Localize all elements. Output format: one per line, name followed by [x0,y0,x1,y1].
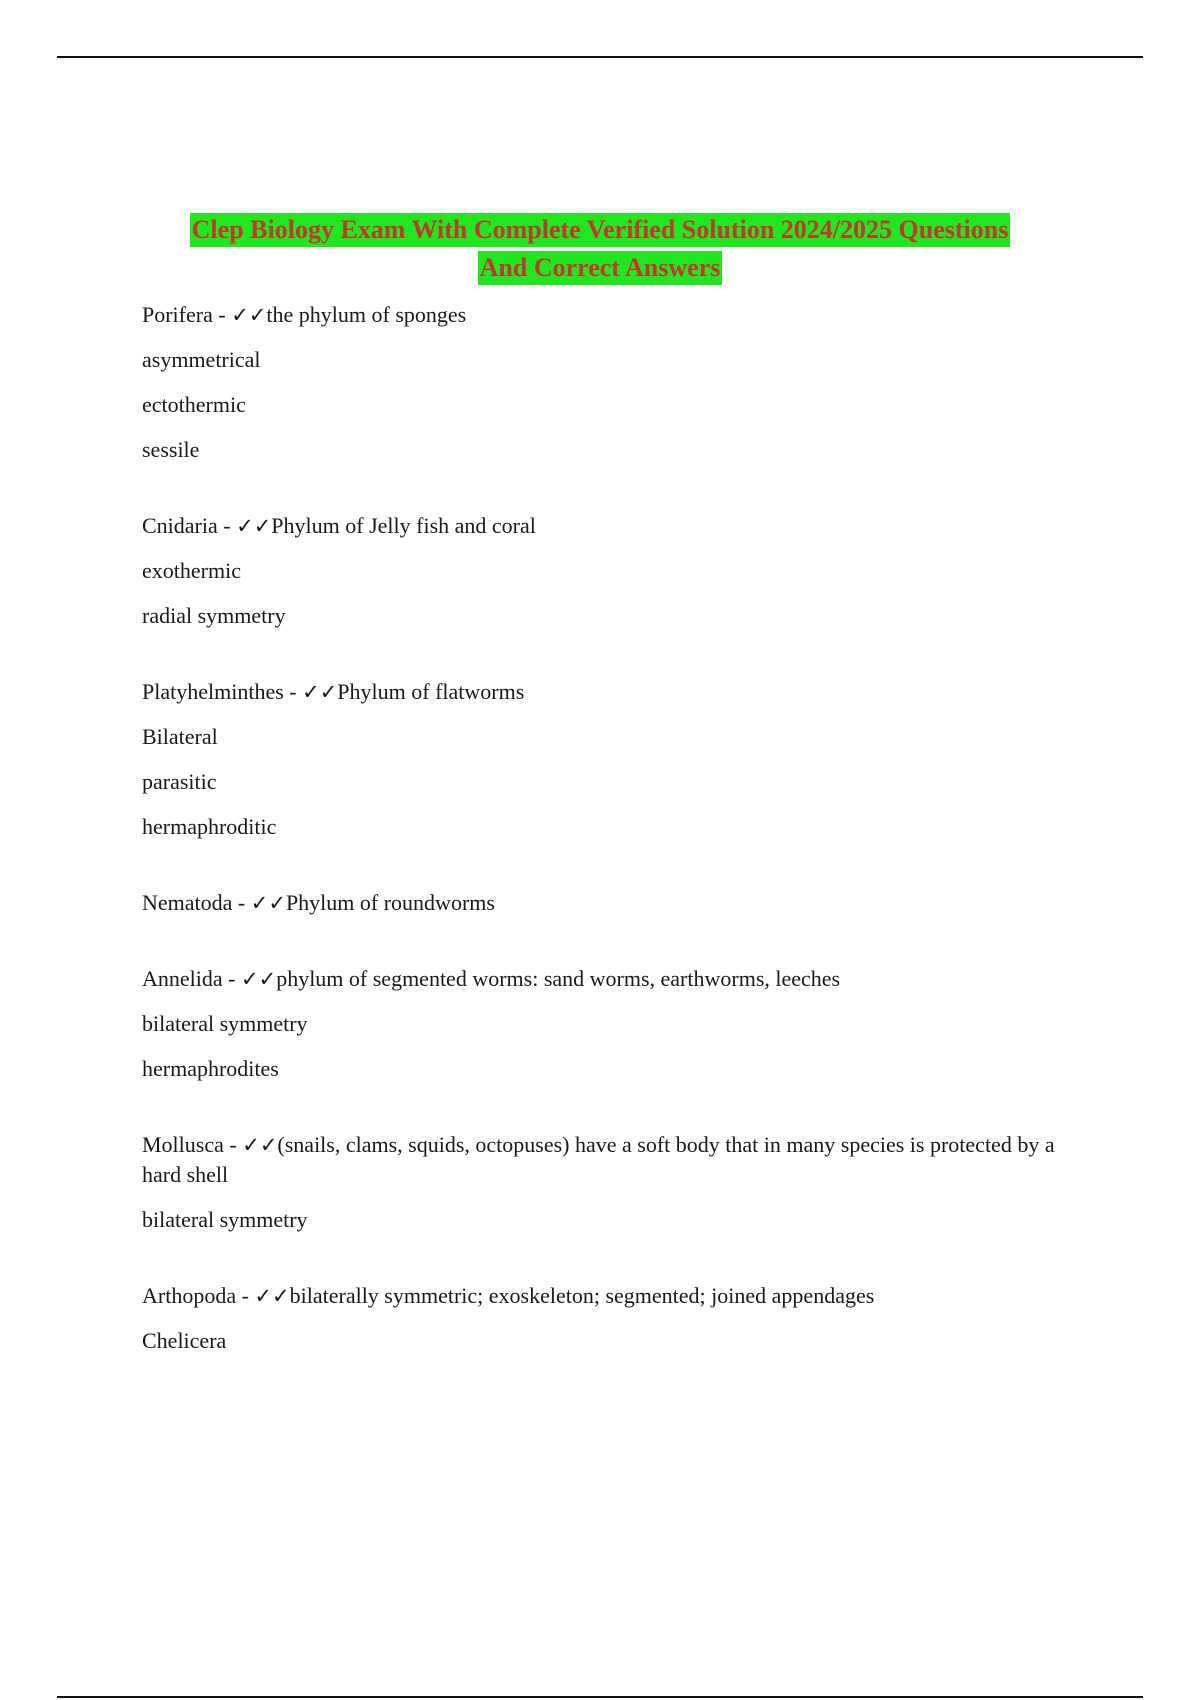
qa-entry [142,1130,1082,1235]
definition: the phylum of sponges [266,302,467,327]
detail-line: exothermic [142,558,241,583]
double-check-icon: ✓✓ [240,967,277,991]
definition: Phylum of flatworms [337,679,525,704]
definition: Phylum of roundworms [285,890,495,915]
term: Arthopoda [142,1283,237,1308]
separator: - [236,1283,255,1308]
detail-line: Chelicera [142,1328,227,1353]
detail-line: bilateral symmetry [142,1011,308,1036]
separator: - [232,890,251,915]
double-check-icon: ✓✓ [250,891,286,915]
document-title [100,213,1100,289]
term: Platyhelminthes [142,679,284,704]
bottom-rule [57,1696,1143,1698]
double-check-icon: ✓✓ [302,680,338,704]
qa-entry [142,677,1082,842]
term-definition-line [142,1130,1082,1190]
separator: - [222,966,241,991]
term: Annelida [142,966,223,991]
separator: - [283,679,303,704]
double-check-icon: ✓✓ [254,1284,290,1308]
double-check-icon: ✓✓ [236,514,272,538]
detail-line: bilateral symmetry [142,1207,308,1232]
term: Nematoda [142,890,233,915]
separator: - [212,302,232,327]
title-line-1: Clep Biology Exam With Complete Verified Solution 2024/2025 Questions [190,213,1011,247]
detail-line: parasitic [142,769,217,794]
detail-line: hermaphroditic [142,814,277,839]
separator: - [217,513,237,538]
term-definition-line [142,1281,1082,1311]
detail-line: asymmetrical [142,347,261,372]
double-check-icon: ✓✓ [231,303,267,327]
term-definition-line [142,677,1082,707]
double-check-icon: ✓✓ [242,1133,278,1157]
term-definition-line [142,300,1082,330]
term-definition-line [142,511,1082,541]
term: Porifera [142,302,213,327]
qa-entry [142,964,1082,1084]
top-rule [57,56,1143,58]
definition: Phylum of Jelly fish and coral [271,513,536,538]
definition: (snails, clams, squids, octopuses) have a soft body that in many species is protected by a hard shell [142,1132,1055,1187]
detail-line: ectothermic [142,392,246,417]
qa-entry [142,511,1082,631]
qa-entry [142,300,1082,465]
detail-line: hermaphrodites [142,1056,279,1081]
term: Mollusca [142,1132,224,1157]
term-definition-line [142,964,1082,994]
qa-list [142,300,1082,1402]
qa-entry [142,888,1082,918]
qa-entry [142,1281,1082,1356]
term: Cnidaria [142,513,218,538]
detail-line: radial symmetry [142,603,286,628]
separator: - [223,1132,243,1157]
definition: bilaterally symmetric; exoskeleton; segmented; joined appendages [289,1283,875,1308]
definition: phylum of segmented worms: sand worms, earthworms, leeches [276,966,841,991]
detail-line: sessile [142,437,200,462]
detail-line: Bilateral [142,724,218,749]
term-definition-line [142,888,1082,918]
title-line-2: And Correct Answers [478,251,723,285]
